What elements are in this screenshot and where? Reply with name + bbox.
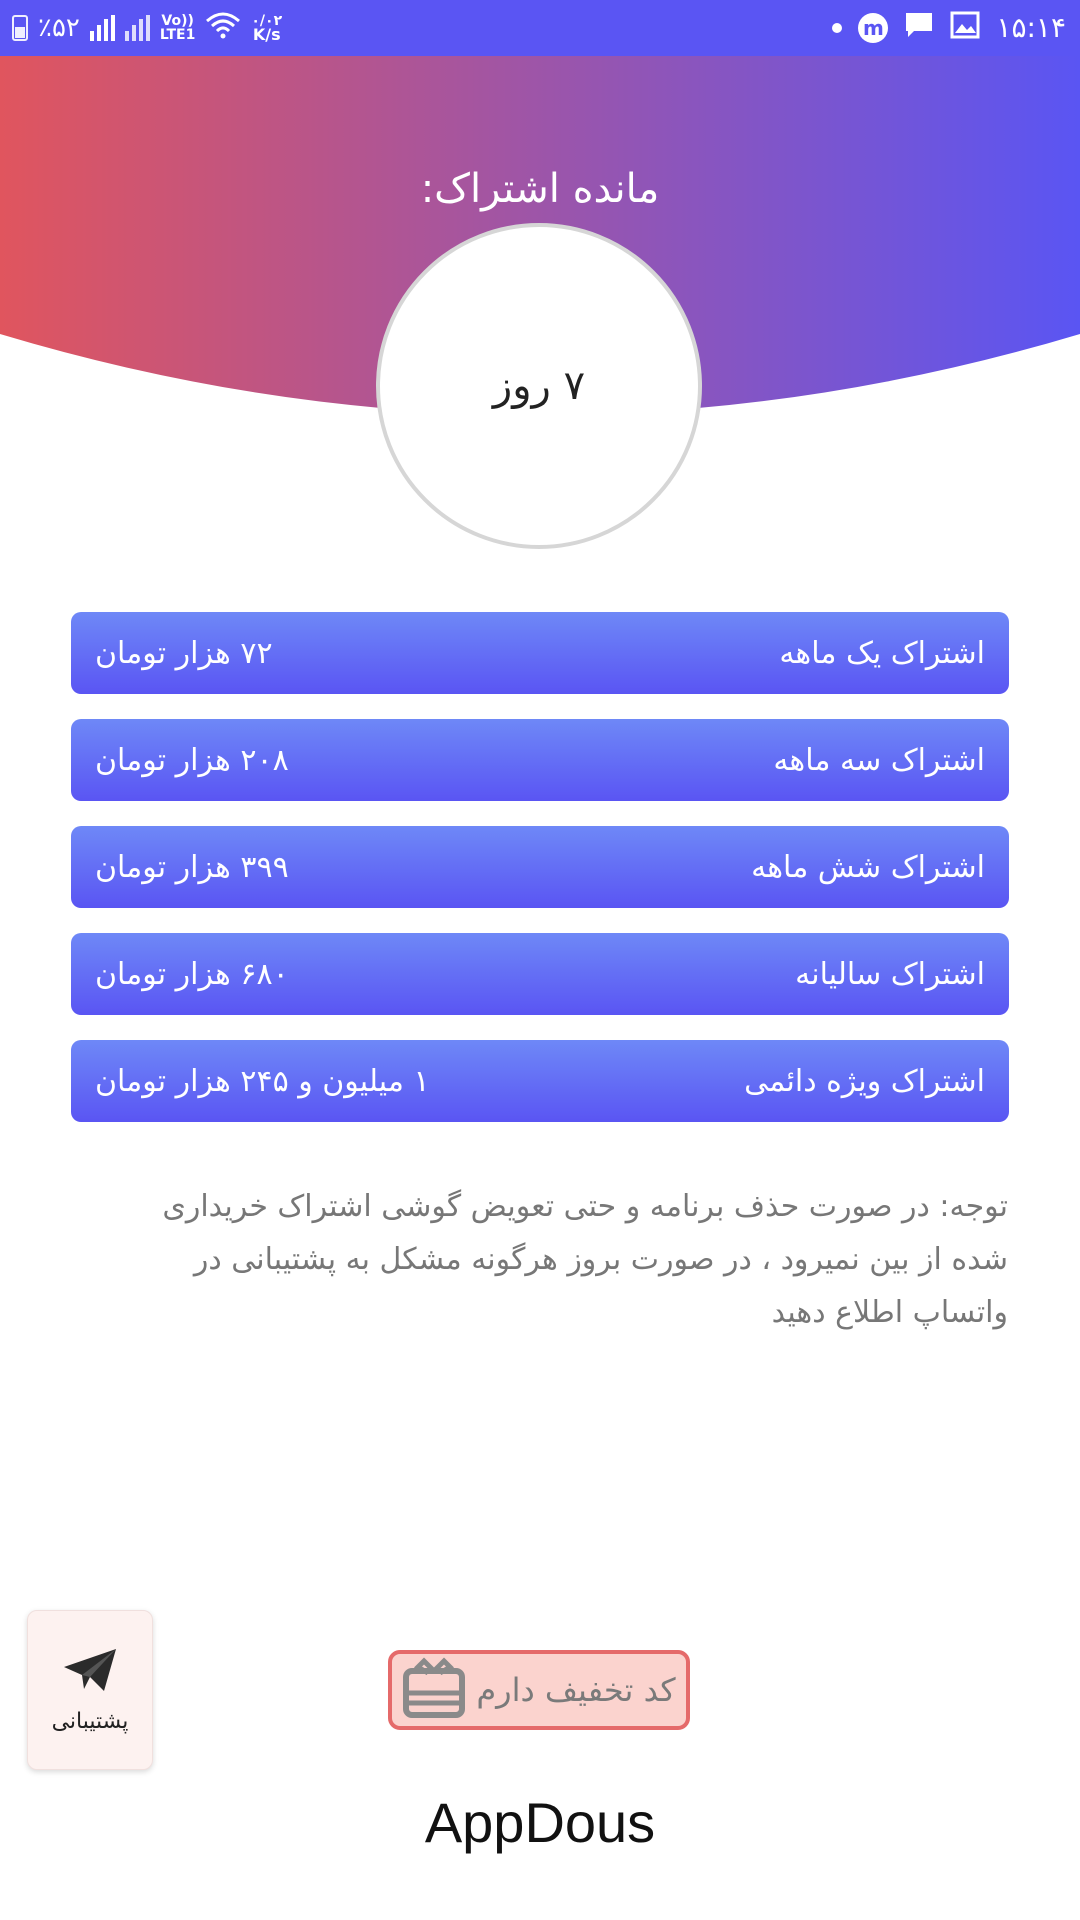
remaining-days-value: ۷ روز	[492, 363, 586, 409]
plan-button-three-month[interactable]	[71, 719, 1009, 801]
subscription-note	[128, 1180, 1008, 1339]
plan-name: اشتراک سالیانه	[795, 956, 985, 992]
plan-button-six-month[interactable]	[71, 826, 1009, 908]
plan-price: ۱ میلیون و ۲۴۵ هزار تومان	[95, 1063, 430, 1099]
support-button[interactable]	[27, 1610, 153, 1770]
gift-card-icon	[402, 1657, 466, 1723]
paper-plane-icon	[62, 1647, 118, 1697]
plan-price: ۷۲ هزار تومان	[95, 635, 273, 671]
plan-price: ۳۹۹ هزار تومان	[95, 849, 289, 885]
network-speed: ۰/۰۲ K/s	[251, 13, 283, 44]
status-bar-right	[832, 8, 1066, 48]
note-line: توجه: در صورت حذف برنامه و حتی تعویض گوشی اشتراک خریداری	[162, 1189, 1008, 1224]
notification-dot-icon	[832, 23, 842, 33]
plan-button-permanent[interactable]	[71, 1040, 1009, 1122]
plan-name: اشتراک سه ماهه	[773, 742, 985, 778]
plan-list	[71, 612, 1009, 1147]
plan-name: اشتراک ویژه دائمی	[744, 1063, 985, 1099]
plan-price: ۲۰۸ هزار تومان	[95, 742, 289, 778]
discount-code-button[interactable]	[388, 1650, 690, 1730]
remaining-days-circle	[376, 223, 702, 549]
plan-name: اشتراک شش ماهه	[751, 849, 985, 885]
plan-price: ۶۸۰ هزار تومان	[95, 956, 289, 992]
signal-icon-secondary	[125, 15, 150, 41]
app-m-icon: m	[858, 13, 888, 43]
status-bar-left	[12, 8, 282, 48]
plan-name: اشتراک یک ماهه	[779, 635, 985, 671]
discount-label: کد تخفیف دارم	[476, 1671, 676, 1709]
wifi-icon	[205, 11, 241, 46]
network-type: Vo)) LTE1	[159, 13, 196, 43]
note-line: واتساپ اطلاع دهید	[771, 1295, 1008, 1330]
plan-button-yearly[interactable]	[71, 933, 1009, 1015]
message-icon	[904, 11, 934, 46]
battery-icon	[12, 15, 28, 41]
note-line: شده از بین نمیرود ، در صورت بروز هرگونه مشکل به پشتیبانی در	[193, 1242, 1008, 1277]
battery-percent: ٪۵۲	[38, 13, 80, 43]
plan-button-one-month[interactable]	[71, 612, 1009, 694]
page-title: مانده اشتراک:	[420, 166, 660, 212]
brand-name: AppDous	[424, 1791, 656, 1854]
signal-icon	[90, 15, 115, 41]
support-label: پشتیبانی	[51, 1708, 129, 1734]
image-icon	[950, 11, 980, 46]
status-bar	[0, 0, 1080, 56]
clock-time: ۱۵:۱۴	[996, 11, 1066, 44]
